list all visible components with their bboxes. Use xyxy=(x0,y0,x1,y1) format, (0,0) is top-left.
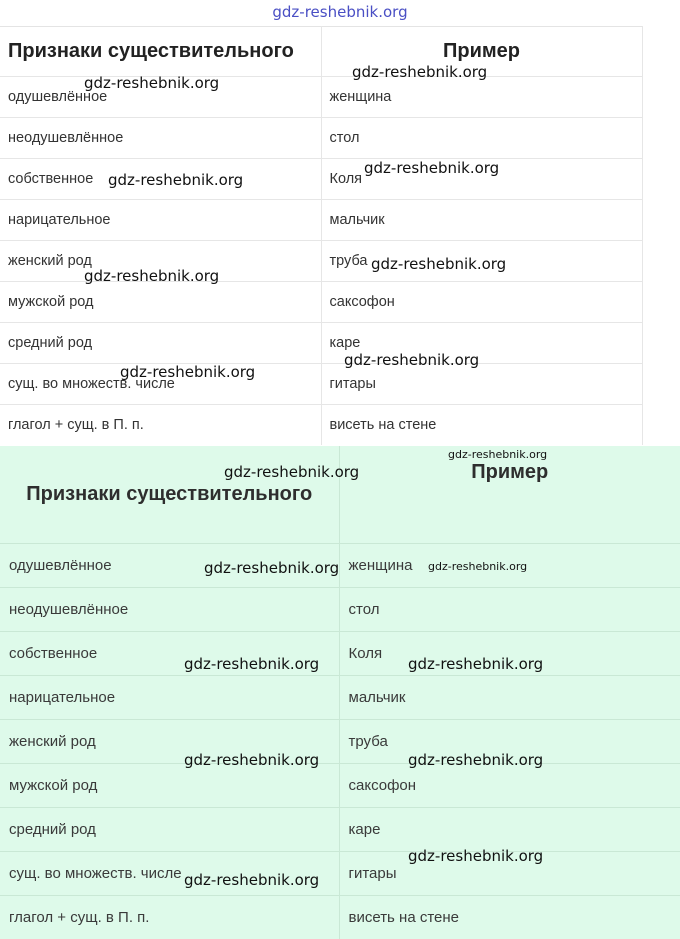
feature-cell: мужской род xyxy=(0,282,321,323)
header-features: Признаки существительного xyxy=(0,27,321,77)
table-row xyxy=(0,676,680,720)
feature-cell: женский род xyxy=(0,720,339,764)
table-row xyxy=(0,77,642,118)
example-cell: гитары xyxy=(321,364,642,405)
watermark: gdz-reshebnik.org xyxy=(204,559,339,577)
watermark: gdz-reshebnik.org xyxy=(108,171,243,189)
watermark: gdz-reshebnik.org xyxy=(364,159,499,177)
table-row xyxy=(0,282,642,323)
watermark: gdz-reshebnik.org xyxy=(428,560,527,573)
table-row xyxy=(0,720,680,764)
feature-cell: неодушевлённое xyxy=(0,118,321,159)
feature-cell: одушевлённое xyxy=(0,544,339,588)
feature-cell: собственное xyxy=(0,159,321,200)
example-cell: саксофон xyxy=(339,764,680,808)
watermark: gdz-reshebnik.org xyxy=(408,847,543,865)
table-row xyxy=(0,405,642,446)
watermark: gdz-reshebnik.org xyxy=(408,751,543,769)
feature-cell: глагол + сущ. в П. п. xyxy=(0,896,339,939)
watermark: gdz-reshebnik.org xyxy=(84,74,219,92)
table-row xyxy=(0,632,680,676)
table-row xyxy=(0,323,642,364)
example-cell: каре xyxy=(321,323,642,364)
feature-cell: сущ. во множеств. числе xyxy=(0,364,321,405)
example-cell: мальчик xyxy=(339,676,680,720)
header-example: Пример xyxy=(339,446,680,544)
table-row xyxy=(0,241,642,282)
example-cell: стол xyxy=(339,588,680,632)
table-row xyxy=(0,808,680,852)
example-cell: каре xyxy=(339,808,680,852)
example-cell: женщина xyxy=(321,77,642,118)
watermark: gdz-reshebnik.org xyxy=(184,871,319,889)
watermark: gdz-reshebnik.org xyxy=(184,751,319,769)
example-cell: женщина xyxy=(339,544,680,588)
watermark: gdz-reshebnik.org xyxy=(184,655,319,673)
header-features: Признаки существительного xyxy=(0,446,339,544)
noun-features-table xyxy=(0,26,643,445)
watermark: gdz-reshebnik.org xyxy=(352,63,487,81)
feature-cell: собственное xyxy=(0,632,339,676)
example-cell: мальчик xyxy=(321,200,642,241)
example-cell: саксофон xyxy=(321,282,642,323)
feature-cell: женский род xyxy=(0,241,321,282)
site-header-watermark: gdz-reshebnik.org xyxy=(0,0,680,24)
table-header-row xyxy=(0,27,642,77)
example-cell: гитары xyxy=(339,852,680,896)
watermark: gdz-reshebnik.org xyxy=(408,655,543,673)
watermark: gdz-reshebnik.org xyxy=(371,255,506,273)
table-row xyxy=(0,364,642,405)
table-row xyxy=(0,118,642,159)
table-row xyxy=(0,764,680,808)
header-example: Пример xyxy=(321,27,642,77)
watermark: gdz-reshebnik.org xyxy=(224,463,359,481)
example-cell: стол xyxy=(321,118,642,159)
feature-cell: средний род xyxy=(0,808,339,852)
table-row xyxy=(0,159,642,200)
table-row xyxy=(0,852,680,896)
example-cell: висеть на стене xyxy=(321,405,642,446)
feature-cell: нарицательное xyxy=(0,200,321,241)
table-header-row xyxy=(0,446,680,544)
table-row xyxy=(0,544,680,588)
noun-features-table-green xyxy=(0,446,680,939)
feature-cell: неодушевлённое xyxy=(0,588,339,632)
table-row xyxy=(0,200,642,241)
example-cell: Коля xyxy=(321,159,642,200)
example-cell: труба xyxy=(339,720,680,764)
feature-cell: мужской род xyxy=(0,764,339,808)
watermark: gdz-reshebnik.org xyxy=(84,267,219,285)
example-cell: Коля xyxy=(339,632,680,676)
example-cell: висеть на стене xyxy=(339,896,680,939)
feature-cell: глагол + сущ. в П. п. xyxy=(0,405,321,446)
watermark: gdz-reshebnik.org xyxy=(120,363,255,381)
table-row xyxy=(0,896,680,939)
example-cell: труба xyxy=(321,241,642,282)
feature-cell: одушевлённое xyxy=(0,77,321,118)
watermark: gdz-reshebnik.org xyxy=(344,351,479,369)
feature-cell: нарицательное xyxy=(0,676,339,720)
feature-cell: сущ. во множеств. числе xyxy=(0,852,339,896)
watermark: gdz-reshebnik.org xyxy=(448,448,547,461)
table-row xyxy=(0,588,680,632)
feature-cell: средний род xyxy=(0,323,321,364)
